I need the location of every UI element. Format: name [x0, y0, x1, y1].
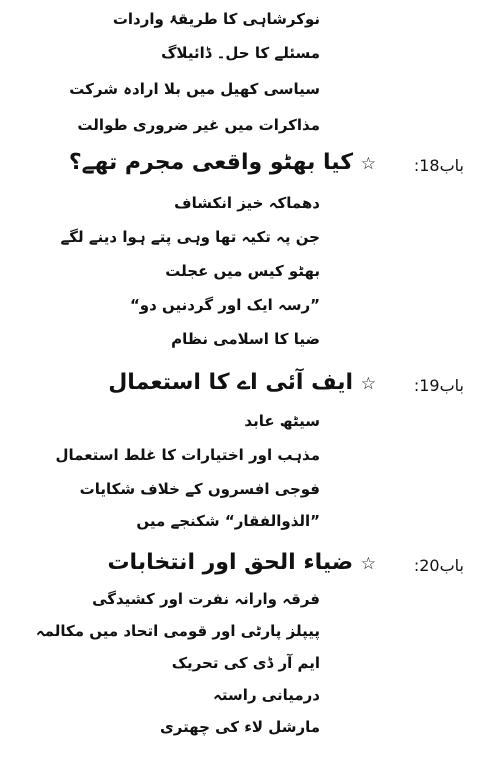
star-icon: ☆	[360, 154, 376, 174]
toc-item: مذاکرات میں غیر ضروری طوالت	[77, 116, 320, 134]
chapter-title	[107, 550, 376, 575]
toc-item: ”رسہ ایک اور گردنیں دو“	[129, 296, 320, 314]
chapter-title-text: ضیاء الحق اور انتخابات	[107, 550, 354, 575]
toc-item: دھماکہ خیز انکشاف	[174, 194, 320, 212]
toc-item: ایم آر ڈی کی تحریک	[171, 654, 320, 672]
toc-item: نوکرشاہی کا طریقۂ واردات	[112, 10, 320, 28]
toc-item: ”الذوالفقار“ شکنجے میں	[136, 512, 320, 530]
toc-item: ضیا کا اسلامی نظام	[171, 330, 320, 348]
chapter-number: باب20:	[413, 556, 464, 575]
toc-item: سیٹھ عابد	[244, 412, 320, 430]
toc-item: فرقہ وارانہ نفرت اور کشیدگی	[92, 590, 320, 608]
chapter-title-text: کیا بھٹو واقعی مجرم تھے؟	[68, 150, 354, 175]
toc-item: مارشل لاء کی چھتری	[159, 718, 320, 736]
toc-item: مسئلے کا حل۔ ڈائیلاگ	[161, 44, 320, 62]
toc-item: جن پہ تکیہ تھا وہی پتے ہوا دینے لگے	[60, 228, 320, 246]
toc-item: درمیانی راستہ	[213, 686, 320, 704]
toc-item: سیاسی کھیل میں بلا ارادہ شرکت	[69, 80, 320, 98]
star-icon: ☆	[360, 554, 376, 574]
chapter-title	[69, 150, 376, 175]
chapter-number: باب19:	[413, 376, 464, 395]
star-icon: ☆	[360, 374, 376, 394]
toc-item: فوجی افسروں کے خلاف شکایات	[79, 480, 320, 498]
chapter-number: باب18:	[413, 156, 464, 175]
chapter-title-text: ایف آئی اے کا استعمال	[108, 370, 354, 395]
toc-item: پیپلز پارٹی اور قومی اتحاد میں مکالمہ	[35, 622, 320, 640]
toc-item: مذہب اور اختیارات کا غلط استعمال	[55, 446, 320, 464]
chapter-title	[108, 370, 376, 395]
toc-item: بھٹو کیس میں عجلت	[165, 262, 320, 280]
